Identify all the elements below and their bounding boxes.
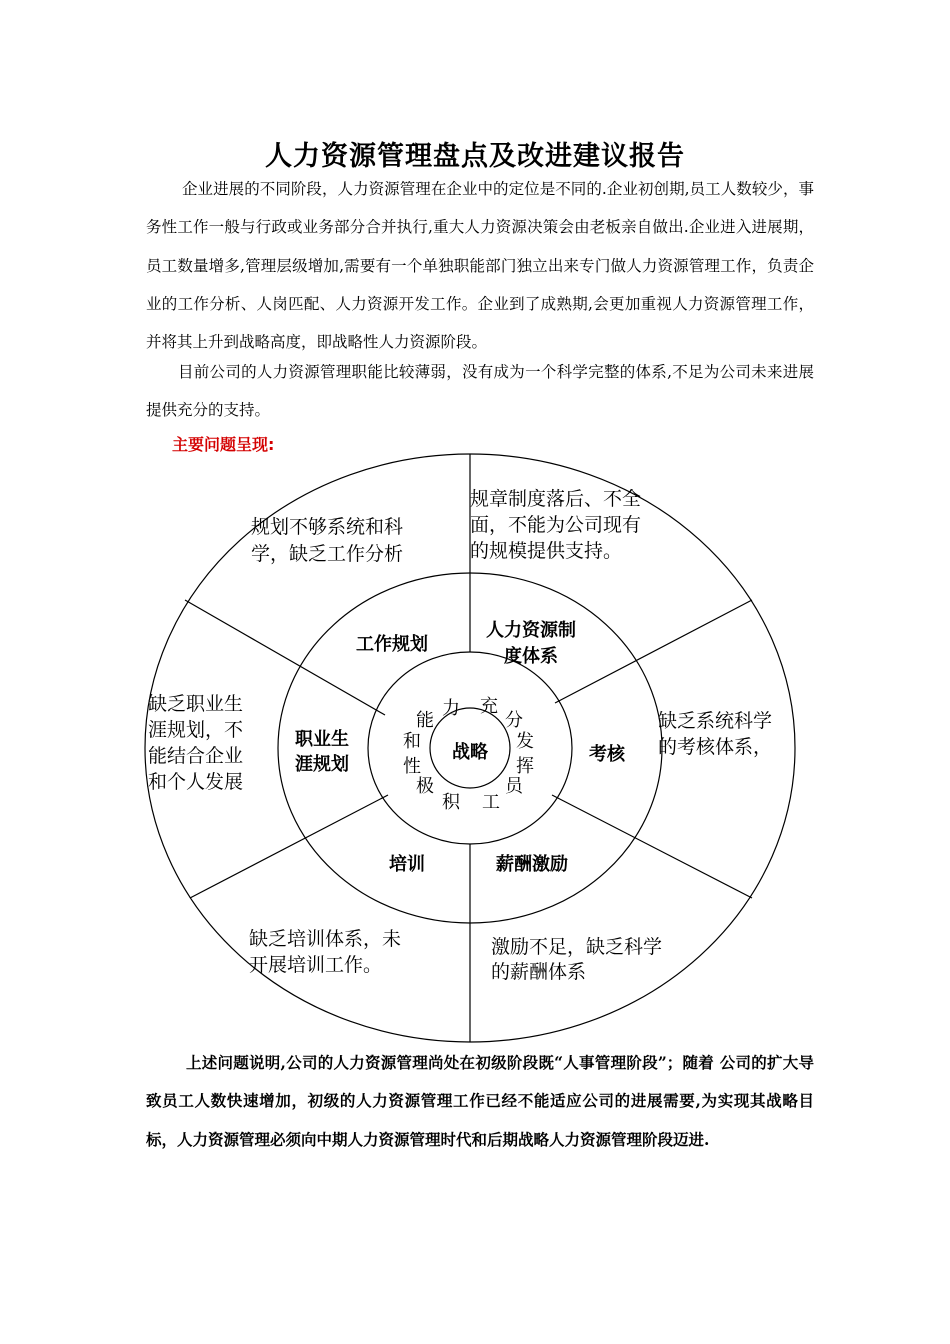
work-planning-issue-line2: 学，缺乏工作分析	[251, 543, 404, 565]
document-title: 人力资源管理盘点及改进建议报告	[265, 141, 685, 172]
work-planning-label: 工作规划	[356, 634, 428, 655]
compensation-label: 薪酬激励	[496, 854, 568, 875]
inner-char: 分	[505, 710, 523, 731]
training-issue-line2: 开展培训工作。	[249, 954, 383, 976]
inner-char: 性	[403, 756, 421, 777]
inner-char: 工	[482, 792, 500, 813]
assessment-issue-line2: 的考核体系，	[658, 736, 773, 758]
training-label: 培训	[389, 854, 425, 875]
intro-paragraph: 企业进展的不同阶段，人力资源管理在企业中的定位是不同的.企业初创期,员工人数较少，事务性工作一般与行政或业务部分合并执行,重大人力资源决策会由老板亲自做出.企业进入进展期，员工数量增多,管理层级增加,需要有一个单独职能部门独立出来专门做人力资源管理工作，负责企业的工作分析、人岗匹配、人力资源开发工作。企业到了成熟期,会更加重视人力资源管理工作，并将其上升到战略高度，即战略性人力资源阶段。	[146, 180, 814, 352]
career-label-line2: 涯规划	[295, 754, 349, 775]
inner-char: 充	[480, 696, 498, 717]
work-planning-issue-line1: 规划不够系统和科	[251, 516, 404, 538]
divider-lower-left	[190, 795, 388, 898]
divider-upper-right	[555, 600, 752, 703]
hr-system-issue-line3: 的规模提供支持。	[470, 540, 623, 562]
inner-char: 力	[442, 698, 460, 719]
career-issue-line2: 涯规划，不	[148, 719, 244, 741]
hr-system-issue-line1: 规章制度落后、不全	[470, 488, 642, 510]
hr-system-issue-line2: 面，不能为公司现有	[470, 514, 642, 536]
career-issue-line3: 能结合企业	[148, 745, 244, 767]
career-issue-line4: 和个人发展	[148, 771, 244, 793]
inner-char: 挥	[516, 756, 534, 777]
divider-lower-right	[552, 795, 752, 898]
inner-char: 发	[516, 731, 534, 752]
assessment-issue-line1: 缺乏系统科学	[658, 710, 773, 732]
hr-system-label-line1: 人力资源制	[486, 620, 576, 641]
inner-char: 极	[416, 776, 434, 797]
section-heading: 主要问题呈现:	[172, 435, 275, 454]
compensation-issue-line2: 的薪酬体系	[491, 961, 587, 983]
conclusion-paragraph: 上述问题说明,公司的人力资源管理尚处在初级阶段既“人事管理阶段”；随着 公司的扩大导致员工人数快速增加，初级的人力资源管理工作已经不能适应公司的进展需要,为实现其战略目标，人力资源管理必须向中期人力资源管理时代和后期战略人力资源管理阶段迈进.	[146, 1053, 814, 1149]
inner-char: 和	[403, 731, 421, 752]
hr-system-label-line2: 度体系	[504, 646, 558, 667]
training-issue-line1: 缺乏培训体系，未	[249, 928, 402, 950]
inner-char: 积	[442, 792, 460, 813]
strategy-core-label: 战略	[452, 742, 488, 763]
career-issue-line1: 缺乏职业生	[148, 693, 244, 715]
current-state-paragraph: 目前公司的人力资源管理职能比较薄弱，没有成为一个科学完整的体系,不足为公司未来进展提供充分的支持。	[146, 363, 814, 420]
career-label-line1: 职业生	[295, 729, 349, 750]
compensation-issue-line1: 激励不足，缺乏科学	[491, 936, 663, 958]
assessment-label: 考核	[589, 744, 625, 765]
inner-char: 能	[416, 710, 434, 731]
inner-char: 员	[505, 776, 523, 797]
